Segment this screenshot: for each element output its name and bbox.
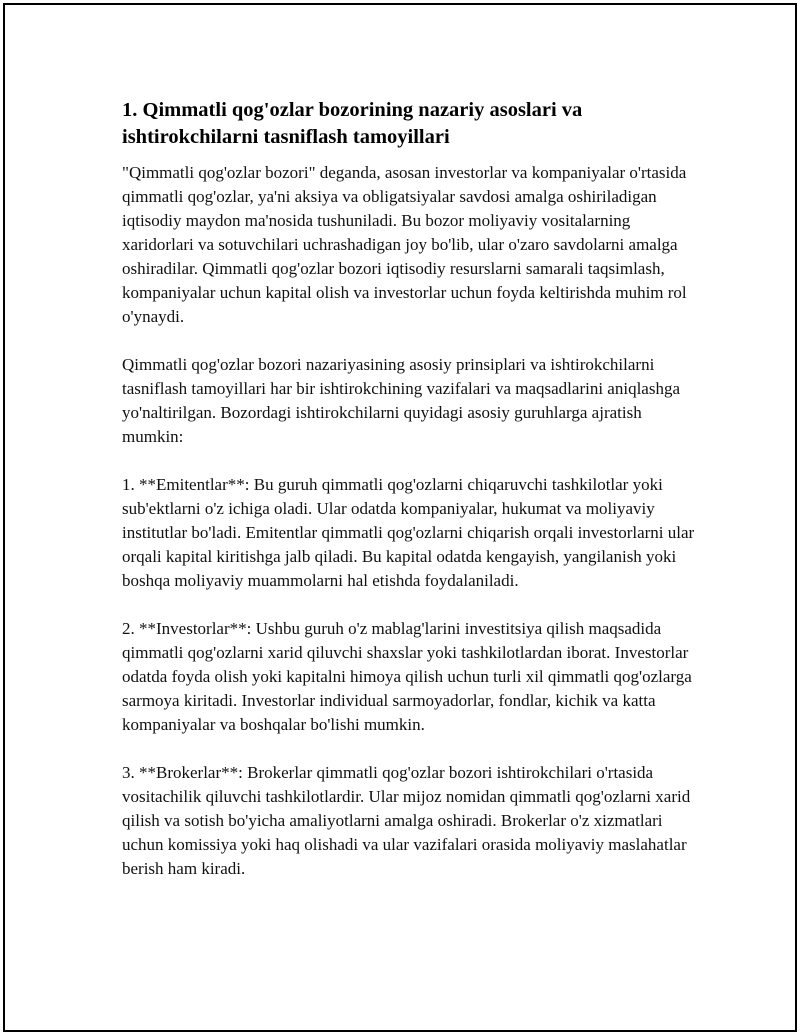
- paragraph-investors: 2. **Investorlar**: Ushbu guruh o'z mablag'larini investitsiya qilish maqsadida qimmatli qog'ozlarni xarid qiluvchi shaxslar yoki tashkilotlardan iborat. Investorlar odatda foyda olish yoki kapitalni himoya qilish uchun turli xil qimmatli qog'ozlarga sarmoya kiritadi. Investorlar individual sarmoyadorlar, fondlar, kichik va katta kompaniyalar va boshqalar bo'lishi mumkin.: [122, 619, 692, 734]
- section-heading: 1. Qimmatli qog'ozlar bozorining nazariy asoslari va ishtirokchilarni tasniflash tamoyillari: [122, 99, 583, 148]
- page-frame: [3, 3, 797, 1032]
- paragraph-brokers: 3. **Brokerlar**: Brokerlar qimmatli qog'ozlar bozori ishtirokchilari o'rtasida vositachilik qiluvchi tashkilotlardir. Ular mijoz nomidan qimmatli qog'ozlarni xarid qilish va sotish bo'yicha amaliyotlarni amalga oshiradi. Brokerlar o'z xizmatlari uchun komissiya yoki haq olishadi va ular vazifalari orasida moliyaviy maslahatlar berish ham kiradi.: [122, 763, 691, 878]
- paragraph-participant-classification: Qimmatli qog'ozlar bozori nazariyasining asosiy prinsiplari va ishtirokchilarni tasniflash tamoyillari har bir ishtirokchining vazifalari va maqsadlarini aniqlashga yo'naltirilgan. Bozordagi ishtirokchilarni quyidagi asosiy guruhlarga ajratish mumkin:: [122, 355, 680, 446]
- paragraph-market-definition: "Qimmatli qog'ozlar bozori" deganda, asosan investorlar va kompaniyalar o'rtasida qimmatli qog'ozlar, ya'ni aksiya va obligatsiyalar savdosi amalga oshiriladigan iqtisodiy maydon ma'nosida tushuniladi. Bu bozor moliyaviy vositalarning xaridorlari va sotuvchilari uchrashadigan joy bo'lib, ular o'zaro savdolarni amalga oshiradilar. Qimmatli qog'ozlar bozori iqtisodiy resurslarni samarali taqsimlash, kompaniyalar uchun kapital olish va investorlar uchun foyda keltirishda muhim rol o'ynaydi.: [122, 163, 687, 326]
- document-body: [122, 97, 702, 905]
- paragraph-issuers: 1. **Emitentlar**: Bu guruh qimmatli qog'ozlarni chiqaruvchi tashkilotlar yoki sub'ektlarni o'z ichiga oladi. Ular odatda kompaniyalar, hukumat va moliyaviy institutlar bo'ladi. Emitentlar qimmatli qog'ozlarni chiqarish orqali investorlarni ular orqali kapital kiritishga jalb qiladi. Bu kapital odatda kengayish, yangilanish yoki boshqa moliyaviy muammolarni hal etishda foydalaniladi.: [122, 475, 695, 590]
